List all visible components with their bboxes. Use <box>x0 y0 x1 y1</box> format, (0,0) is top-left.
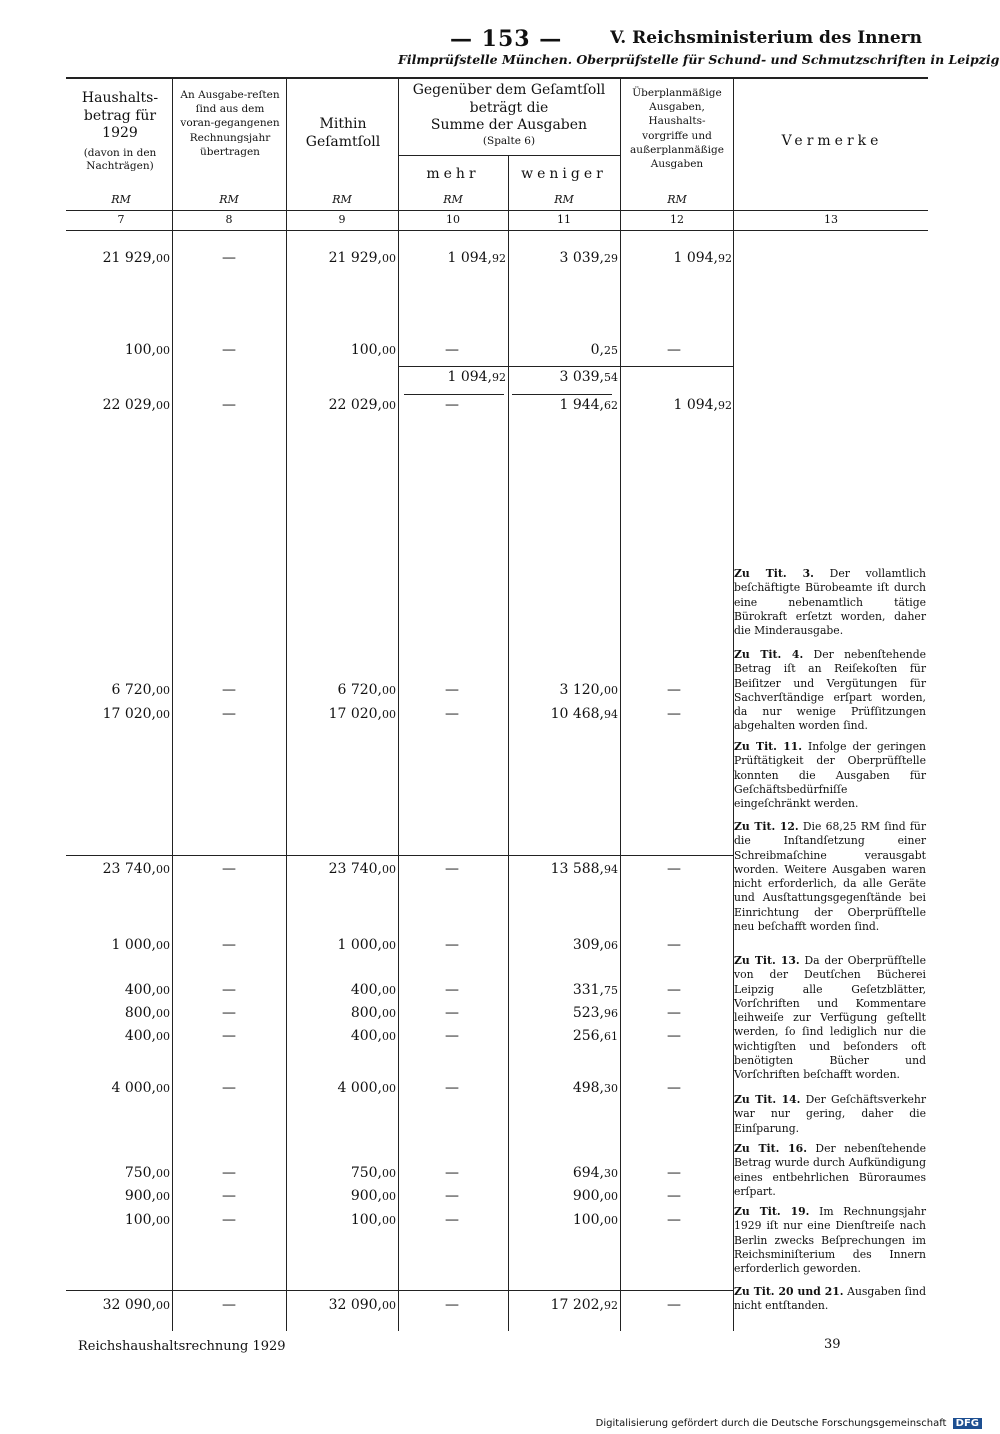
cell-c7-decimal: 00 <box>156 708 170 721</box>
cell-c7-decimal: 00 <box>156 1007 170 1020</box>
cell-c12-amount: 1 094, <box>673 250 718 266</box>
remark-text: Der vollamtlich beſchäftigte Bürobeamte iſt durch eine nebenamtlich tätige Bürokraft erſetzt worden, daher die Minderausgabe. <box>734 567 926 638</box>
cell-c9-decimal: 00 <box>382 684 396 697</box>
remark-label: Zu Tit. 12. <box>734 820 799 833</box>
col-divider-8-9 <box>286 77 287 1331</box>
cell-c9-decimal: 00 <box>382 863 396 876</box>
cell-c11-amount: 256, <box>572 1028 604 1044</box>
cell-c11-decimal: 54 <box>604 371 618 384</box>
cell-c8-dash: — <box>222 1297 236 1313</box>
colno-9: 9 <box>338 213 346 226</box>
cell-c12-dash: — <box>667 1165 681 1181</box>
col-divider-9-10 <box>398 77 399 1331</box>
cell-c8-dash: — <box>222 937 236 953</box>
cell-c9-decimal: 00 <box>382 1007 396 1020</box>
cell-c9-amount: 100, <box>350 1212 382 1228</box>
cell-c7 <box>74 861 170 877</box>
cell-c8-dash: — <box>222 397 236 413</box>
colno-7: 7 <box>117 213 125 226</box>
col13-header: Vermerke <box>781 133 883 149</box>
remark-label: Zu Tit. 13. <box>734 954 800 967</box>
cell-c9 <box>292 1212 396 1228</box>
cell-c11-amount: 10 468, <box>550 706 604 722</box>
cell-c8-dash: — <box>222 1188 236 1204</box>
remark-item <box>734 740 926 811</box>
dfg-logo-icon: DFG <box>953 1418 982 1429</box>
cell-c9-decimal: 00 <box>382 252 396 265</box>
col8-header: An Ausgabe-reſten ſind aus dem voran-gegangenen Rechnungsjahr übertragen <box>180 89 280 158</box>
table-top-rule <box>66 77 928 79</box>
header-bottom-rule <box>66 210 928 211</box>
cell-c12-dash: — <box>667 1212 681 1228</box>
cell-c11-decimal: 96 <box>604 1007 618 1020</box>
cell-c9 <box>292 1188 396 1204</box>
cell-c12-dash: — <box>667 982 681 998</box>
cell-c10-dash: — <box>445 1080 459 1096</box>
cell-c9-decimal: 00 <box>382 1082 396 1095</box>
cell-c7-decimal: 00 <box>156 1214 170 1227</box>
sub-header-rule <box>398 155 620 156</box>
cell-c7 <box>74 342 170 358</box>
cell-c8-dash: — <box>222 682 236 698</box>
colno-bottom-rule <box>66 230 928 231</box>
cell-c12 <box>624 397 732 413</box>
cell-c10-amount: 1 094, <box>447 369 492 385</box>
cell-c11 <box>514 250 618 266</box>
cell-c9-decimal: 00 <box>382 1214 396 1227</box>
remark-label: Zu Tit. 3. <box>734 567 814 580</box>
cell-c11 <box>514 1005 618 1021</box>
cell-c7 <box>74 937 170 953</box>
cell-c7-decimal: 00 <box>156 939 170 952</box>
cell-c8-dash: — <box>222 1212 236 1228</box>
cell-c11 <box>514 342 618 358</box>
cell-c8-dash: — <box>222 706 236 722</box>
cell-c7 <box>74 250 170 266</box>
cell-c11-decimal: 00 <box>604 1214 618 1227</box>
cell-c8-dash: — <box>222 982 236 998</box>
cell-c10-dash: — <box>445 861 459 877</box>
cell-c11-amount: 331, <box>572 982 604 998</box>
cell-c9 <box>292 1080 396 1096</box>
page-number: — 153 — <box>450 26 563 52</box>
cell-c11-decimal: 62 <box>604 399 618 412</box>
cell-c7 <box>74 706 170 722</box>
remark-text: Der nebenſtehende Betrag iſt an Reiſekoſten für Beiſitzer und Vergütungen für Sachverſtändige erſpart worden, da nur wenige Prüfſitzungen abgehalten worden ſind. <box>734 648 927 733</box>
cell-c10-dash: — <box>445 1165 459 1181</box>
cell-c10-dash: — <box>445 682 459 698</box>
cell-c10-dash: — <box>445 706 459 722</box>
cell-c12-dash: — <box>667 682 681 698</box>
cell-c12 <box>624 250 732 266</box>
remark-item <box>734 1285 926 1314</box>
cell-c9-decimal: 00 <box>382 939 396 952</box>
cell-c11-amount: 17 202, <box>550 1297 604 1313</box>
remark-item <box>734 567 926 638</box>
cell-c7 <box>74 682 170 698</box>
cell-c10 <box>402 369 506 385</box>
cell-c9-amount: 1 000, <box>337 937 382 953</box>
remark-text: Da der Oberprüfſtelle von der Deutſchen Bücherei Leipzig alle Geſetzblätter, Vorſchriften und Kommentare leihweiſe zur Verfügung geſtellt werden, ſo ſind lediglich nur die wichtigſten und beſonders oft benötigten Bücher und Vorſchriften beſchafft worden. <box>734 954 927 1082</box>
cell-c11-amount: 900, <box>572 1188 604 1204</box>
cell-c9-amount: 6 720, <box>337 682 382 698</box>
cell-c8-dash: — <box>222 1080 236 1096</box>
cell-c7-decimal: 00 <box>156 399 170 412</box>
cell-c11-amount: 309, <box>572 937 604 953</box>
cell-c7-amount: 400, <box>124 982 156 998</box>
cell-c9-amount: 32 090, <box>328 1297 382 1313</box>
cell-c7-decimal: 00 <box>156 863 170 876</box>
remark-label: Zu Tit. 19. <box>734 1205 810 1218</box>
cell-c7 <box>74 982 170 998</box>
cell-c11-amount: 3 039, <box>559 250 604 266</box>
cell-c11-amount: 0, <box>590 342 604 358</box>
page-subtitle: Filmprüfstelle München. Oberprüfstelle für Schund- und Schmutzschriften in Leipzig <box>398 52 1000 67</box>
cell-c7-decimal: 00 <box>156 1082 170 1095</box>
cell-c11-amount: 498, <box>572 1080 604 1096</box>
cell-c7 <box>74 1005 170 1021</box>
cell-c7-amount: 900, <box>124 1188 156 1204</box>
remark-item <box>734 1205 926 1276</box>
cell-c10-dash: — <box>445 937 459 953</box>
cell-c9-amount: 17 020, <box>328 706 382 722</box>
cell-c11 <box>514 1165 618 1181</box>
cell-c9 <box>292 1028 396 1044</box>
cell-c7-amount: 100, <box>124 342 156 358</box>
cell-c7-amount: 750, <box>124 1165 156 1181</box>
unit-col8: RM <box>219 193 239 206</box>
cell-c9-amount: 400, <box>350 982 382 998</box>
cell-c12-dash: — <box>667 706 681 722</box>
remark-text: Die 68,25 RM ſind für die Inſtandſetzung einer Schreibmaſchine verausgabt worden. Weitere Ausgaben waren nicht erforderlich, da alle Geräte und Ausſtattungsgegenſtände bei Einrichtung der Oberprüfſtelle neu beſchafft worden ſind. <box>734 820 927 934</box>
cell-c11-decimal: 30 <box>604 1082 618 1095</box>
colno-12: 12 <box>670 213 684 226</box>
cell-c11-amount: 523, <box>572 1005 604 1021</box>
cell-c11 <box>514 937 618 953</box>
remark-item <box>734 1093 926 1136</box>
cell-c10-dash: — <box>445 1005 459 1021</box>
cell-c11-amount: 3 039, <box>559 369 604 385</box>
cell-c7-amount: 800, <box>124 1005 156 1021</box>
cell-c7 <box>74 1080 170 1096</box>
remark-label: Zu Tit. 11. <box>734 740 803 753</box>
remark-text: Ausgaben ſind nicht entſtanden. <box>734 1285 926 1313</box>
col-divider-7-8 <box>172 77 173 1331</box>
cell-c11-amount: 1 944, <box>559 397 604 413</box>
group-total-rule <box>66 855 733 856</box>
col11-header: weniger <box>521 166 607 182</box>
remark-label: Zu Tit. 20 und 21. <box>734 1285 844 1298</box>
cell-c10-amount: 1 094, <box>447 250 492 266</box>
cell-c11 <box>514 369 618 385</box>
cell-c10-dash: — <box>445 1297 459 1313</box>
cell-c11-decimal: 92 <box>604 1299 618 1312</box>
cell-c11-decimal: 00 <box>604 1190 618 1203</box>
cell-c10-dash: — <box>445 1212 459 1228</box>
colno-8: 8 <box>225 213 233 226</box>
cell-c12-dash: — <box>667 1028 681 1044</box>
cell-c11-decimal: 75 <box>604 984 618 997</box>
remark-text: Im Rechnungsjahr 1929 iſt nur eine Dienſtreiſe nach Berlin zwecks Beſprechungen im Reichsminiſterium des Innern erforderlich geworden. <box>734 1205 927 1276</box>
col-divider-11-12 <box>620 77 621 1331</box>
cell-c9-amount: 400, <box>350 1028 382 1044</box>
footer-title: Reichshaushaltsrechnung 1929 <box>78 1339 286 1354</box>
cell-c11 <box>514 861 618 877</box>
cell-c11 <box>514 1080 618 1096</box>
cell-c7-amount: 1 000, <box>111 937 156 953</box>
cell-c11 <box>514 1188 618 1204</box>
cell-c8-dash: — <box>222 1165 236 1181</box>
cell-c11 <box>514 397 618 413</box>
cell-c9 <box>292 682 396 698</box>
cell-c7-amount: 6 720, <box>111 682 156 698</box>
cell-c9-decimal: 00 <box>382 1190 396 1203</box>
cell-c10-dash: — <box>445 397 459 413</box>
cell-c9 <box>292 1005 396 1021</box>
cell-c12-amount: 1 094, <box>673 397 718 413</box>
cell-c11-decimal: 06 <box>604 939 618 952</box>
cell-c9-decimal: 00 <box>382 708 396 721</box>
cell-c11-amount: 3 120, <box>559 682 604 698</box>
remark-text: Der nebenſtehende Betrag wurde durch Aufkündigung eines entbehrlichen Büroraumes erſpart. <box>734 1142 927 1198</box>
cell-c10-dash: — <box>445 342 459 358</box>
cell-c7-amount: 22 029, <box>102 397 156 413</box>
cell-c11-amount: 694, <box>572 1165 604 1181</box>
cell-c12-dash: — <box>667 1297 681 1313</box>
cell-c7 <box>74 1188 170 1204</box>
cell-c9 <box>292 397 396 413</box>
subtotal-rule <box>398 366 733 367</box>
col7-header: Haushalts- betrag für 1929 (davon in den Nachträgen) <box>81 90 159 172</box>
cell-c7-amount: 100, <box>124 1212 156 1228</box>
cell-c11-decimal: 25 <box>604 344 618 357</box>
unit-col10: RM <box>443 193 463 206</box>
footer-page-number: 39 <box>824 1337 841 1352</box>
colno-10: 10 <box>446 213 460 226</box>
remark-text: Der Geſchäftsverkehr war nur gering, daher die Einſparung. <box>734 1093 926 1135</box>
cell-c10-decimal: 92 <box>492 371 506 384</box>
col10-11-header: Gegenüber dem Geſamtſoll beträgt die Summe der Ausgaben (Spalte 6) <box>412 82 606 147</box>
cell-c8-dash: — <box>222 1028 236 1044</box>
cell-c12-decimal: 92 <box>718 399 732 412</box>
cell-c9-amount: 21 929, <box>328 250 382 266</box>
cell-c10 <box>402 250 506 266</box>
cell-c9-decimal: 00 <box>382 984 396 997</box>
remark-text: Infolge der geringen Prüftätigkeit der Oberprüfſtelle konnten die Ausgaben für Geſchäftsbedürfniſſe eingeſchränkt werden. <box>734 740 927 811</box>
cell-c10-dash: — <box>445 982 459 998</box>
cell-c11 <box>514 682 618 698</box>
cell-c9-amount: 750, <box>350 1165 382 1181</box>
cell-c9-amount: 900, <box>350 1188 382 1204</box>
cell-c10-dash: — <box>445 1028 459 1044</box>
digitization-credit: Digitalisierung gefördert durch die Deutsche Forschungsgemeinschaft DFG <box>596 1418 982 1429</box>
unit-col11: RM <box>554 193 574 206</box>
cell-c11-amount: 100, <box>572 1212 604 1228</box>
unit-col9: RM <box>332 193 352 206</box>
cell-c9 <box>292 342 396 358</box>
cell-c11-amount: 13 588, <box>550 861 604 877</box>
cell-c9-decimal: 00 <box>382 399 396 412</box>
cell-c12-dash: — <box>667 342 681 358</box>
cell-c11-decimal: 94 <box>604 708 618 721</box>
remark-item <box>734 648 926 734</box>
cell-c8-dash: — <box>222 250 236 266</box>
cell-c11 <box>514 1212 618 1228</box>
cell-c7-decimal: 00 <box>156 984 170 997</box>
cell-c12-decimal: 92 <box>718 252 732 265</box>
cell-c12-dash: — <box>667 861 681 877</box>
cell-c8-dash: — <box>222 342 236 358</box>
cell-c9 <box>292 982 396 998</box>
cell-c7-decimal: 00 <box>156 344 170 357</box>
col9-header: Mithin Geſamtſoll <box>305 116 381 150</box>
col10-header: mehr <box>426 166 480 182</box>
colno-11: 11 <box>557 213 571 226</box>
cell-c11 <box>514 706 618 722</box>
cell-c11-decimal: 94 <box>604 863 618 876</box>
cell-c7-decimal: 00 <box>156 1030 170 1043</box>
cell-c7-amount: 400, <box>124 1028 156 1044</box>
remark-item <box>734 954 926 1083</box>
remark-label: Zu Tit. 4. <box>734 648 804 661</box>
cell-c11-decimal: 00 <box>604 684 618 697</box>
cell-c9 <box>292 1165 396 1181</box>
cell-c12-dash: — <box>667 937 681 953</box>
cell-c7-amount: 21 929, <box>102 250 156 266</box>
cell-c7 <box>74 397 170 413</box>
cell-c12-dash: — <box>667 1080 681 1096</box>
remark-item <box>734 820 926 934</box>
cell-c7-decimal: 00 <box>156 1190 170 1203</box>
cell-c12-dash: — <box>667 1005 681 1021</box>
cell-c9-amount: 4 000, <box>337 1080 382 1096</box>
cell-c7 <box>74 1165 170 1181</box>
cell-c8-dash: — <box>222 861 236 877</box>
cell-c9-decimal: 00 <box>382 1030 396 1043</box>
cell-c9-amount: 100, <box>350 342 382 358</box>
cell-c7 <box>74 1028 170 1044</box>
cell-c9-decimal: 00 <box>382 1299 396 1312</box>
cell-c11-decimal: 30 <box>604 1167 618 1180</box>
col-divider-10-11 <box>508 155 509 1331</box>
cell-c7 <box>74 1212 170 1228</box>
cell-c12-dash: — <box>667 1188 681 1204</box>
ministry-title: V. Reichsministerium des Innern <box>610 28 922 48</box>
cell-c9-decimal: 00 <box>382 344 396 357</box>
remark-label: Zu Tit. 16. <box>734 1142 807 1155</box>
cell-c11 <box>514 982 618 998</box>
brace-left <box>404 394 504 395</box>
cell-c9 <box>292 937 396 953</box>
cell-c9 <box>292 706 396 722</box>
cell-c7-amount: 32 090, <box>102 1297 156 1313</box>
cell-c9 <box>292 250 396 266</box>
cell-c11 <box>514 1028 618 1044</box>
cell-c7-amount: 4 000, <box>111 1080 156 1096</box>
grand-total-rule <box>66 1290 733 1291</box>
brace-right <box>512 394 612 395</box>
cell-c9-amount: 22 029, <box>328 397 382 413</box>
cell-c11-decimal: 61 <box>604 1030 618 1043</box>
cell-c7-decimal: 00 <box>156 684 170 697</box>
unit-col12: RM <box>667 193 687 206</box>
cell-c9 <box>292 861 396 877</box>
cell-c7-amount: 23 740, <box>102 861 156 877</box>
cell-c8-dash: — <box>222 1005 236 1021</box>
cell-c7-amount: 17 020, <box>102 706 156 722</box>
cell-c9-decimal: 00 <box>382 1167 396 1180</box>
remark-item <box>734 1142 926 1199</box>
cell-c10-dash: — <box>445 1188 459 1204</box>
cell-c7 <box>74 1297 170 1313</box>
remark-label: Zu Tit. 14. <box>734 1093 801 1106</box>
cell-c9-amount: 23 740, <box>328 861 382 877</box>
cell-c7-decimal: 00 <box>156 1299 170 1312</box>
unit-col7: RM <box>111 193 131 206</box>
cell-c9 <box>292 1297 396 1313</box>
cell-c7-decimal: 00 <box>156 252 170 265</box>
cell-c7-decimal: 00 <box>156 1167 170 1180</box>
cell-c9-amount: 800, <box>350 1005 382 1021</box>
colno-13: 13 <box>824 213 838 226</box>
col12-header: Überplanmäßige Ausgaben, Haushalts-vorgriffe und außerplanmäßige Ausgaben <box>630 87 724 170</box>
cell-c11 <box>514 1297 618 1313</box>
cell-c10-decimal: 92 <box>492 252 506 265</box>
cell-c11-decimal: 29 <box>604 252 618 265</box>
